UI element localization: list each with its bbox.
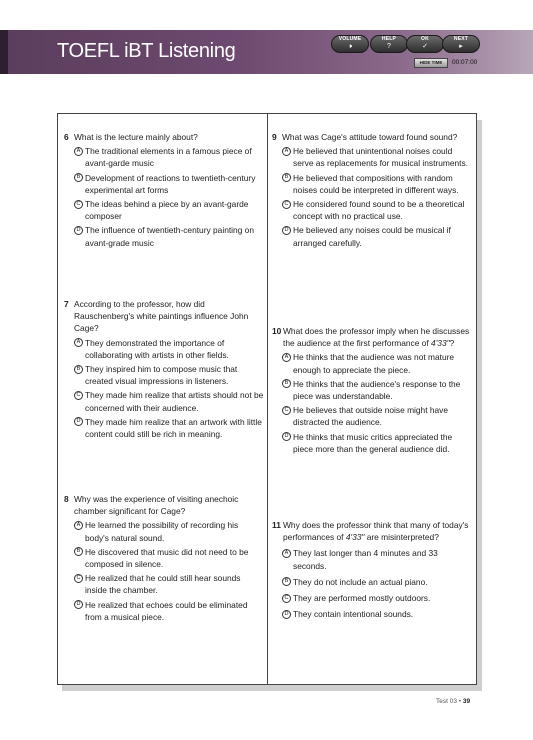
option-text: They last longer than 4 minutes and 33 seconds. (293, 548, 438, 571)
stem-text-part: What does the professor imply when he discusses the audience at the first performance of (283, 326, 470, 349)
question-number: 9 (272, 132, 277, 142)
speaker-icon: 🕨 (347, 43, 353, 50)
option-letter: A (74, 521, 83, 530)
option-text: He believed that unintentional noises could serve as replacements for musical instruments. (293, 146, 469, 169)
answer-option-b[interactable] (272, 576, 472, 588)
option-letter: B (282, 379, 291, 388)
question-stem (283, 519, 472, 543)
answer-option-a[interactable] (64, 519, 264, 543)
option-letter: C (282, 594, 291, 603)
answer-option-b[interactable] (64, 172, 262, 196)
work-title: 4'33" (345, 532, 365, 543)
stem-text-part: are misinterpreted? (364, 532, 439, 543)
question-8 (64, 493, 264, 623)
timer-display: 00:07:00 (452, 59, 478, 66)
question-stem: Why was the experience of visiting anechoic chamber significant for Cage? (74, 494, 239, 517)
answer-option-d[interactable] (272, 608, 472, 620)
option-text: He thinks that the audience's response to the piece was understandable. (293, 378, 461, 402)
answer-option-b[interactable] (272, 378, 472, 402)
question-11 (272, 519, 472, 620)
option-letter: B (282, 577, 291, 586)
page-number: 39 (462, 698, 471, 705)
option-letter: C (282, 406, 291, 415)
ok-button-label: OK (421, 36, 429, 42)
option-letter: C (74, 391, 83, 400)
option-letter: D (74, 417, 83, 426)
volume-button-label: VOLUME (338, 36, 362, 42)
option-letter: C (74, 574, 83, 583)
page-footer (436, 698, 470, 705)
option-text: He considered found sound to be a theoretical concept with no practical use. (293, 199, 465, 222)
answer-option-b[interactable] (64, 546, 264, 570)
answer-option-c[interactable] (272, 198, 472, 222)
app-title: TOEFL iBT Listening (57, 40, 236, 62)
question-stem: What was Cage's attitude toward found sound? (282, 132, 458, 142)
check-icon: ✓ (422, 43, 428, 50)
help-icon: ? (387, 43, 391, 50)
question-number: 11 (272, 520, 281, 530)
answer-option-b[interactable] (272, 172, 472, 196)
help-button-label: HELP (381, 36, 397, 42)
option-text: Development of reactions to twentieth-century experimental art forms (85, 172, 256, 195)
option-letter: D (74, 600, 83, 609)
option-letter: D (282, 226, 291, 235)
option-text: He thinks that the audience was not mature enough to appreciate the piece. (293, 352, 455, 375)
answer-option-d[interactable] (64, 416, 264, 440)
answer-option-c[interactable] (64, 389, 264, 413)
option-text: They inspired him to compose music that created visual impressions in listeners. (85, 364, 238, 387)
question-6 (64, 131, 262, 249)
option-letter: A (282, 147, 291, 156)
question-10 (272, 325, 472, 455)
option-letter: B (282, 173, 291, 182)
option-text: They do not include an actual piano. (293, 576, 428, 587)
answer-option-a[interactable] (272, 145, 472, 169)
option-text: They contain intentional sounds. (293, 609, 414, 620)
next-button[interactable] (442, 35, 480, 53)
answer-option-d[interactable] (272, 224, 472, 248)
question-stem: According to the professor, how did Rauschenberg's white paintings influence John Cage? (74, 299, 249, 334)
work-title: 4'33" (431, 338, 450, 349)
option-letter: A (74, 147, 83, 156)
footer-separator: • (458, 698, 462, 705)
question-number: 6 (64, 132, 69, 142)
option-text: The ideas behind a piece by an avant-garde composer (85, 199, 249, 222)
answer-option-a[interactable] (272, 547, 472, 571)
volume-button[interactable] (331, 35, 369, 53)
title-bar-accent (0, 30, 8, 74)
question-9 (272, 131, 472, 249)
option-letter: D (282, 610, 291, 619)
answer-option-c[interactable] (272, 404, 472, 428)
stem-text-part: Why does the professor think that many of today's performances of (283, 520, 469, 543)
answer-option-a[interactable] (272, 351, 472, 375)
option-letter: A (282, 353, 291, 362)
option-text: He learned the possibility of recording his body's natural sound. (85, 520, 239, 543)
question-7 (64, 298, 264, 440)
answer-option-d[interactable] (64, 599, 264, 623)
option-text: They demonstrated the importance of collaborating with artists in other fields. (85, 337, 229, 360)
next-arrow-icon: ▸ (459, 43, 463, 50)
answer-option-c[interactable] (64, 572, 264, 596)
option-text: He believed that compositions with random noises could be interpreted in different ways. (293, 172, 459, 195)
help-button[interactable] (370, 35, 408, 53)
answer-option-a[interactable] (64, 145, 262, 169)
option-letter: B (74, 547, 83, 556)
option-text: They are performed mostly outdoors. (293, 593, 431, 604)
option-letter: D (282, 432, 291, 441)
question-stem: What is the lecture mainly about? (74, 132, 198, 142)
option-text: He discovered that music did not need to be composed in silence. (85, 546, 249, 570)
column-divider (267, 113, 268, 685)
question-number: 8 (64, 494, 69, 504)
test-label: Test 03 (436, 698, 457, 705)
option-text: He realized that he could still hear sounds inside the chamber. (85, 573, 241, 596)
ok-button[interactable] (406, 35, 444, 53)
stem-text-part: ? (449, 338, 455, 349)
option-letter: A (74, 338, 83, 347)
question-stem (283, 325, 472, 349)
answer-option-d[interactable] (64, 224, 262, 248)
option-text: The influence of twentieth-century painting on avant-grade music (85, 225, 255, 248)
answer-option-c[interactable] (64, 198, 262, 222)
question-number: 10 (272, 326, 282, 336)
answer-option-c[interactable] (272, 592, 472, 604)
option-letter: A (282, 549, 291, 558)
answer-option-b[interactable] (64, 363, 264, 387)
option-text: He believed any noises could be musical if arranged carefully. (293, 225, 451, 248)
option-text: The traditional elements in a famous piece of avant-garde music (85, 146, 252, 169)
option-letter: C (282, 200, 291, 209)
option-letter: C (74, 200, 83, 209)
option-text: They made him realize that artists should not be concerned with their audience. (85, 390, 264, 413)
option-letter: D (74, 226, 83, 235)
option-text: He believes that outside noise might have distracted the audience. (293, 405, 449, 428)
answer-option-d[interactable] (272, 431, 472, 455)
option-text: He realized that echoes could be eliminated from a musical piece. (85, 599, 248, 622)
option-letter: B (74, 173, 83, 182)
next-button-label: NEXT (453, 36, 469, 42)
question-number: 7 (64, 299, 69, 309)
hide-time-button[interactable]: HIDE TIME (414, 58, 448, 68)
answer-option-a[interactable] (64, 337, 264, 361)
option-text: They made him realize that an artwork with little content could still be rich in meaning. (85, 416, 262, 440)
option-letter: B (74, 365, 83, 374)
option-text: He thinks that music critics appreciated the piece more than the general audience did. (293, 431, 453, 454)
